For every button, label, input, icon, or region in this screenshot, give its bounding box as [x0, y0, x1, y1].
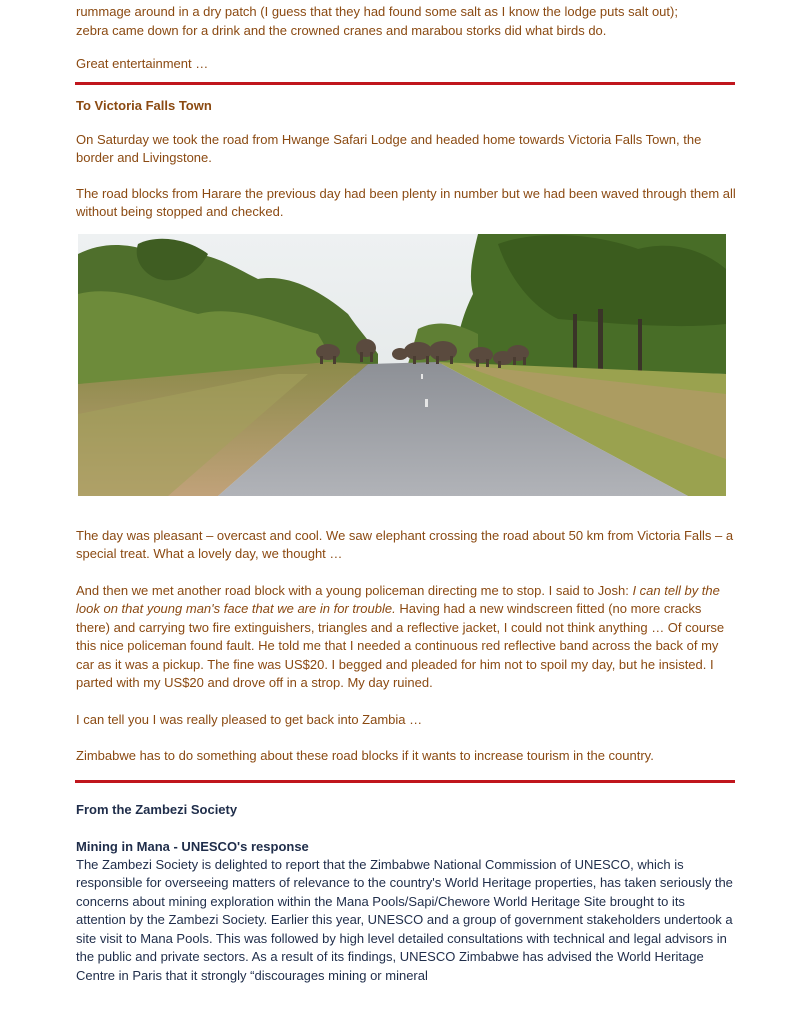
victoria-paragraph-1: On Saturday we took the road from Hwange Safari Lodge and headed home towards Victoria Falls Town, the border and Livingstone. — [76, 131, 702, 165]
document-page — [76, 0, 736, 985]
zambezi-society-heading: From the Zambezi Society — [76, 801, 238, 817]
victoria-paragraph-3: The day was pleasant – overcast and cool. We saw elephant crossing the road about 50 km from Victoria Falls – a special treat. What a lovely day, we thought … — [76, 527, 734, 561]
victoria-paragraph-4 — [76, 582, 736, 693]
victoria-paragraph-2: The road blocks from Harare the previous day had been plenty in number but we had been waved through them all without being stopped and checked. — [76, 185, 736, 219]
victoria-paragraph-5: I can tell you I was really pleased to get back into Zambia … — [76, 711, 423, 727]
mining-in-mana-subheading: Mining in Mana - UNESCO's response — [76, 838, 309, 854]
elephants-crossing-road-photo — [78, 234, 726, 496]
paragraph-4-end: Having had a new windscreen fitted (no more cracks there) and carrying two fire extinguishers, triangles and a reflective jacket, I could not think anything … Of course this nice policeman found fault. He told me that I needed a continuous red reflective band across the back of my car as it was a pickup. The fine was US$20. I begged and pleaded for him not to spoil my day, but he insisted. I parted with my US$20 and drove off in a strop. My day ruined. — [76, 601, 725, 690]
great-entertainment-text: Great entertainment … — [76, 56, 209, 71]
intro-line-1: rummage around in a dry patch (I guess that they had found some salt as I know the lodge puts salt out); — [76, 4, 678, 19]
victoria-paragraph-6: Zimbabwe has to do something about these road blocks if it wants to increase tourism in the country. — [76, 748, 654, 763]
paragraph-4-start: And then we met another road block with a young policeman directing me to stop. I said to Josh: — [76, 582, 633, 598]
intro-line-2: zebra came down for a drink and the crowned cranes and marabou storks did what birds do. — [76, 22, 607, 38]
victoria-falls-heading: To Victoria Falls Town — [76, 97, 212, 113]
zambezi-paragraph-1: The Zambezi Society is delighted to report that the Zimbabwe National Commission of UNESCO, which is responsible for overseeing matters of relevance to the country's World Heritage properties, has taken seriously the concerns about mining exploration within the Mana Pools/Sapi/Chewore World Heritage Site brought to its attention by the Zambezi Society. Earlier this year, UNESCO and a group of government stakeholders undertook a site visit to Mana Pools. This was followed by high level detailed consultations with technical and legal advisors in the public and private sectors. As a result of its findings, UNESCO Zimbabwe has advised the World Heritage Centre in Paris that it strongly “discourages mining or mineral — [76, 856, 733, 983]
paragraph-4-italic-quote: I can tell by the look on that young man's face that we are in for trouble. — [76, 582, 720, 616]
